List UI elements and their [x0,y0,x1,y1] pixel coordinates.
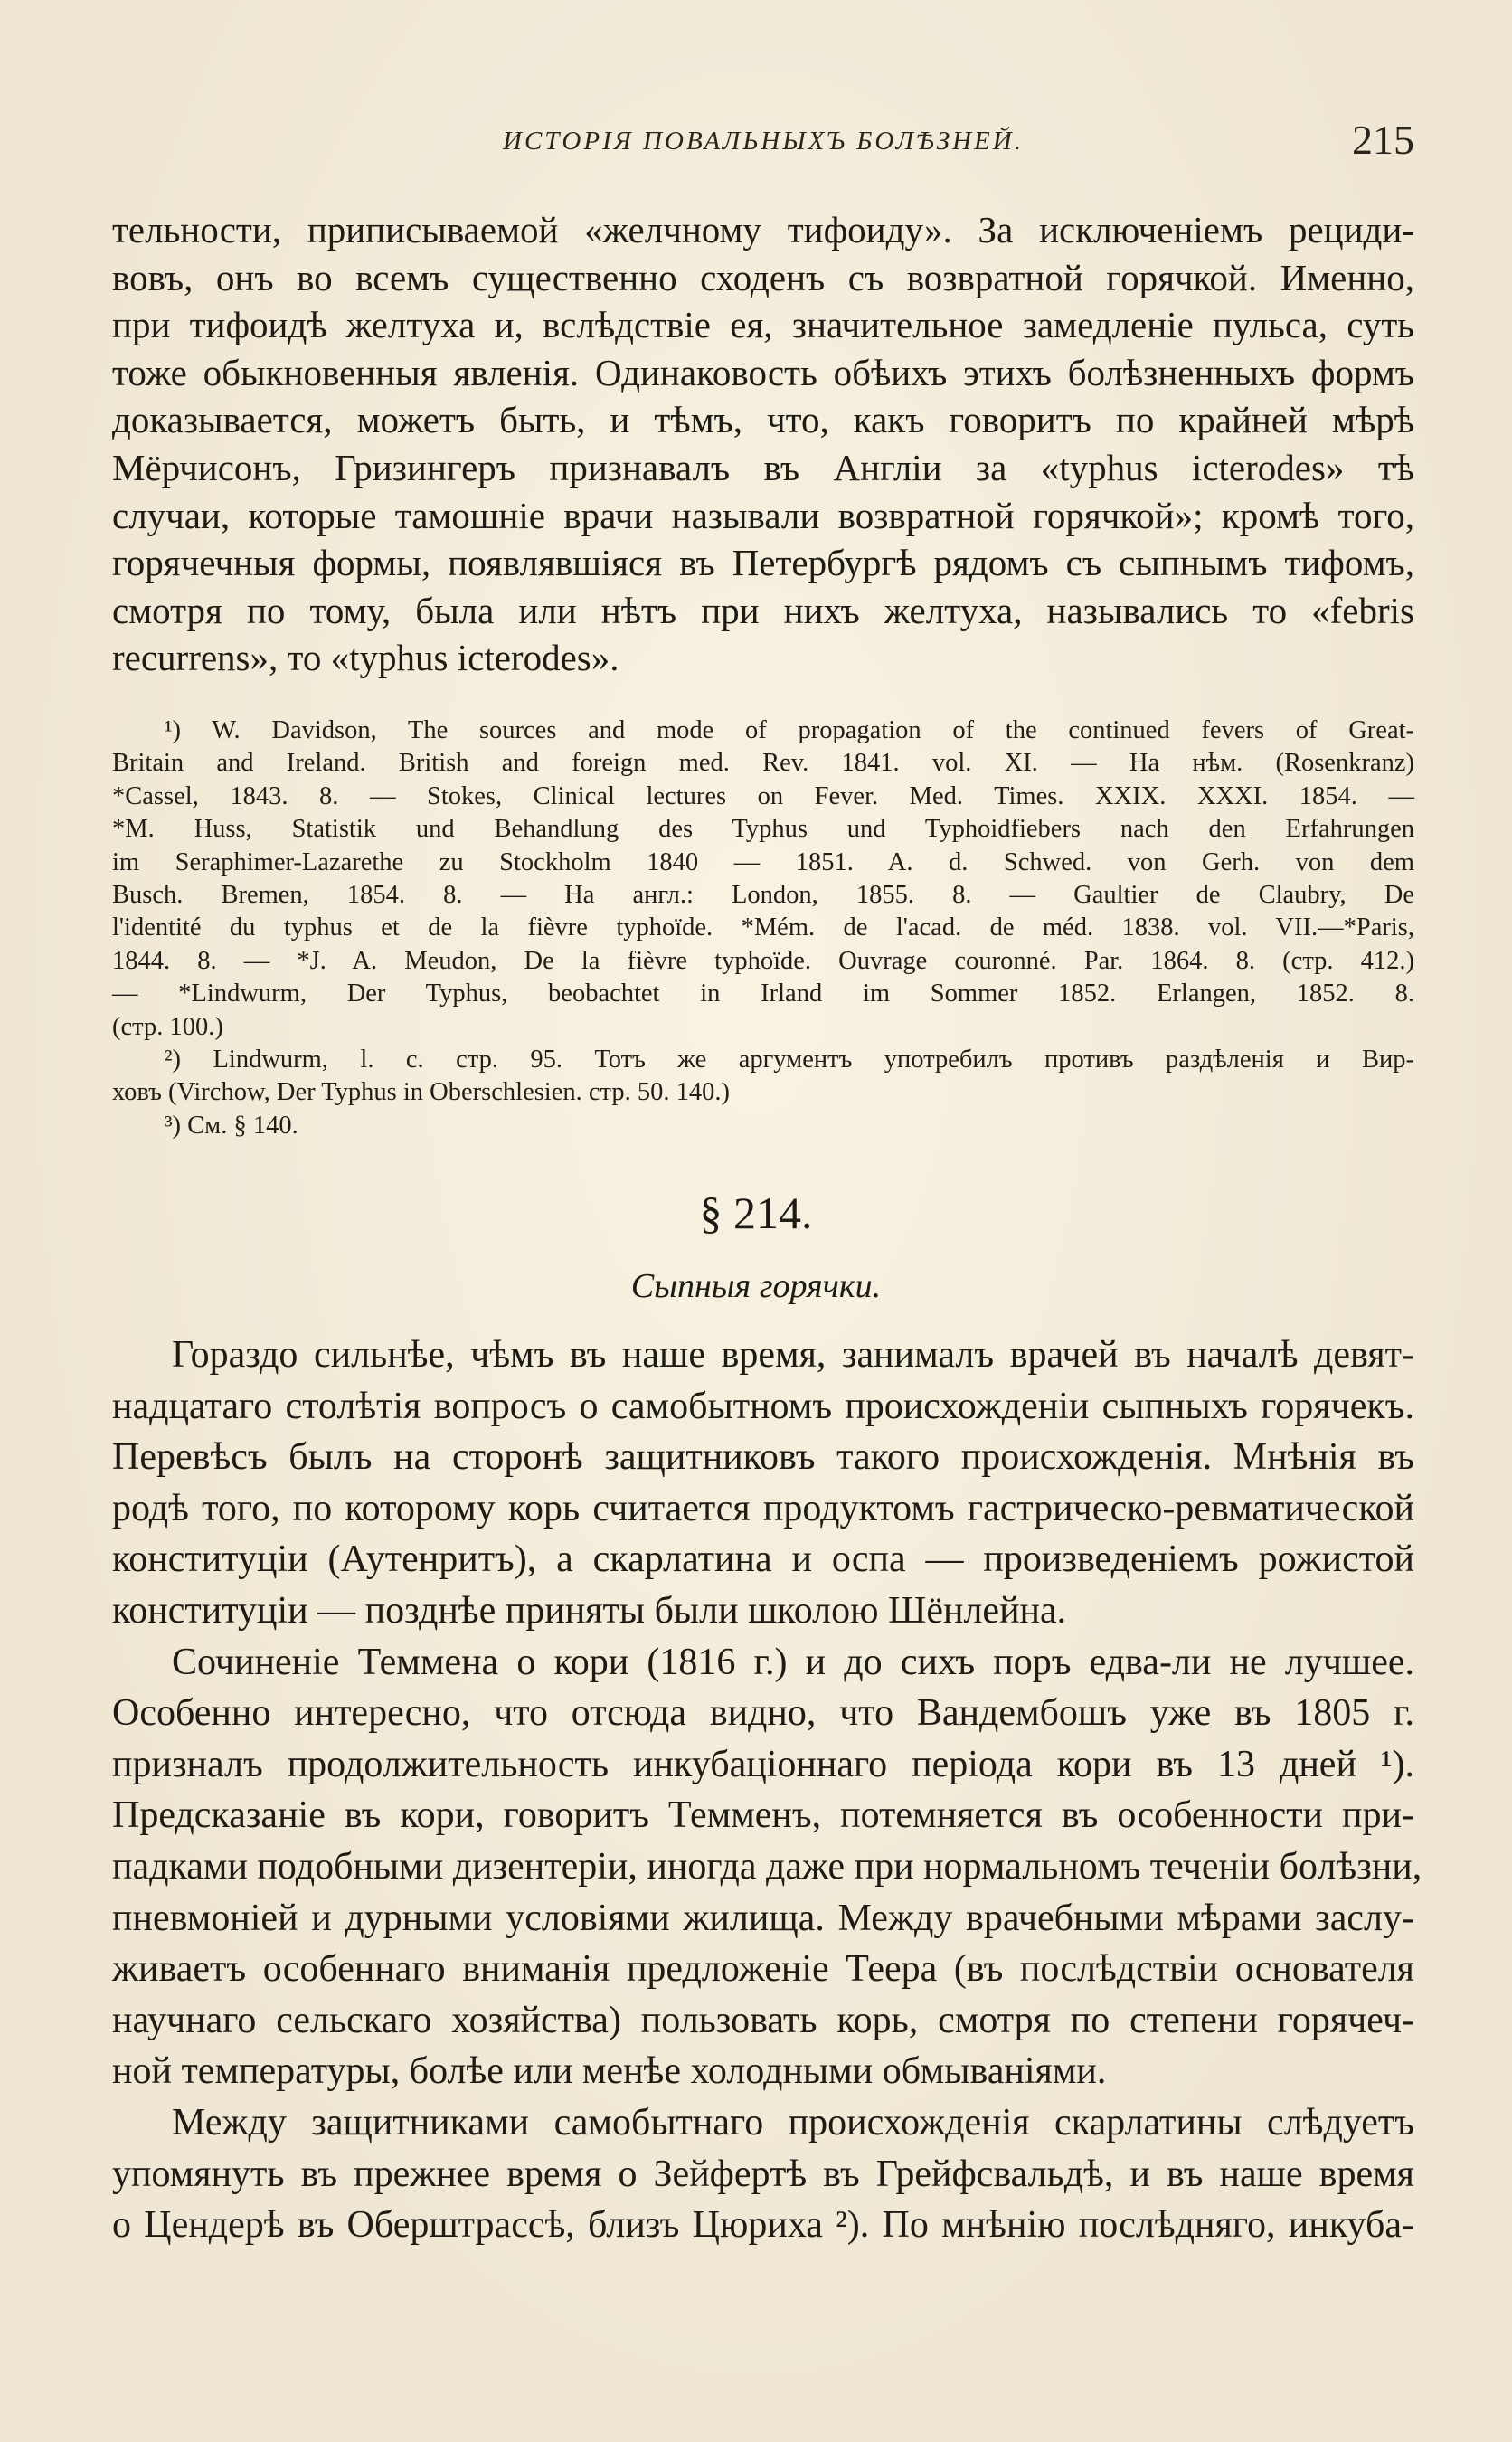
footnote-1-line: l'identité du typhus et de la fièvre typhoïde. *Mém. de l'acad. de méd. 1838. vol. VII.—*Paris, [112,913,1414,942]
text-line: конституціи — позднѣе приняты были школою Шёнлейна. [112,1589,1067,1632]
text-line: падками подобными дизентеріи, иногда даже при нормальномъ теченіи болѣзни, [112,1845,1422,1888]
section-heading: § 214. [699,1188,813,1238]
text-line: вовъ, онъ во всемъ существенно сходенъ съ возвратной горячкой. Именно, [112,256,1414,298]
footnote-1-line: *Cassel, 1843. 8. — Stokes, Clinical lectures on Fever. Med. Times. XXIX. XXXI. 1854. — [112,781,1414,810]
section-subtitle: Сыпныя горячки. [630,1267,882,1305]
text-line: Гораздо сильнѣе, чѣмъ въ наше время, занималъ врачей въ началѣ девят- [172,1334,1414,1376]
text-line: родѣ того, по которому корь считается продуктомъ гастрическо-ревматической [112,1487,1414,1529]
text-line: упомянуть въ прежнее время о Зейфертѣ въ Грейфсвальдѣ, и въ наше время [112,2153,1414,2195]
text-line: Перевѣсъ былъ на сторонѣ защитниковъ такого происхожденія. Мнѣнія въ [112,1436,1414,1479]
footnote-2-line: ховъ (Virchow, Der Typhus in Oberschlesien. стр. 50. 140.) [112,1078,730,1107]
footnote-1-line: (стр. 100.) [112,1012,223,1041]
text-line: Сочиненіе Теммена о кори (1816 г.) и до сихъ поръ едва-ли не лучшее. [172,1641,1414,1683]
text-line: научнаго сельскаго хозяйства) пользовать корь, смотря по степени горячеч- [112,1999,1414,2041]
text-line: живаетъ особеннаго вниманія предложеніе Теера (въ послѣдствіи основателя [112,1948,1414,1991]
text-line: надцатаго столѣтія вопросъ о самобытномъ происхожденіи сыпныхъ горячекъ. [112,1385,1414,1427]
text-line: Предсказаніе въ кори, говоритъ Темменъ, потемняется въ особенности при- [112,1794,1414,1837]
footnote-1-line: Busch. Bremen, 1854. 8. — На англ.: London, 1855. 8. — Gaultier de Claubry, De [112,880,1414,909]
footnote-2-line: ²) Lindwurm, l. c. стр. 95. Тотъ же аргументъ употребилъ противъ раздѣленія и Вир- [165,1045,1414,1074]
text-line: тельности, приписываемой «желчному тифоиду». За исключеніемъ рециди- [112,209,1414,251]
text-line: доказывается, можетъ быть, и тѣмъ, что, какъ говоритъ по крайней мѣрѣ [112,399,1414,441]
text-line: тоже обыкновенныя явленія. Одинаковость обѣихъ этихъ болѣзненныхъ формъ [112,351,1414,393]
page-number: 215 [1352,117,1414,163]
section-paragraphs [112,1330,1422,2251]
footnote-1-line: — *Lindwurm, Der Typhus, beobachtet in Irland im Sommer 1852. Erlangen, 1852. 8. [112,980,1414,1008]
running-head: ИСТОРІЯ ПОВАЛЬНЫХЪ БОЛѢЗНЕЙ. [503,127,1024,156]
text-line: о Цендерѣ въ Оберштрассѣ, близъ Цюриха ²). По мнѣнію послѣдняго, инкуба- [112,2204,1414,2247]
footnote-3: ³) См. § 140. [165,1111,298,1140]
text-line: конституціи (Аутенритъ), а скарлатина и оспа — произведеніемъ рожистой [112,1538,1414,1581]
footnote-1-line: Britain and Ireland. British and foreign med. Rev. 1841. vol. XI. — На нѣм. (Rosenkranz) [112,749,1414,778]
footnote-1-line: 1844. 8. — *J. A. Meudon, De la fièvre typhoïde. Ouvrage couronné. Par. 1864. 8. (стр. 412.) [112,946,1414,975]
text-line: Мёрчисонъ, Гризингеръ признавалъ въ Англіи за «typhus icterodes» тѣ [112,446,1414,488]
text-line: при тифоидѣ желтуха и, вслѣдствіе ея, значительное замедленіе пульса, суть [112,304,1414,346]
text-line: смотря по тому, была или нѣтъ при нихъ желтуха, назывались то «febris [112,589,1414,631]
text-line: случаи, которые тамошніе врачи называли возвратной горячкой»; кромѣ того, [112,494,1414,536]
footnotes [112,715,1414,1142]
footnote-1-line: im Seraphimer-Lazarethe zu Stockholm 1840 — 1851. A. d. Schwed. von Gerh. von dem [112,847,1414,876]
text-line: ной температуры, болѣе или менѣе холодными обмываніями. [112,2050,1107,2093]
footnote-1-line: *M. Huss, Statistik und Behandlung des Typhus und Typhoidfiebers nach den Erfahrungen [112,815,1414,844]
text-line: recurrens», то «typhus icterodes». [112,637,619,679]
page-header [112,116,1414,170]
text-line: Между защитниками самобытнаго происхожденія скарлатины слѣдуетъ [172,2101,1414,2144]
text-line: пневмоніей и дурными условіями жилища. Между врачебными мѣрами заслу- [112,1897,1414,1939]
continued-paragraph [112,206,1414,682]
text-line: горячечныя формы, появлявшіяся въ Петербургѣ рядомъ съ сыпнымъ тифомъ, [112,542,1414,584]
text-line: Особенно интересно, что отсюда видно, что Вандембошъ уже въ 1805 г. [112,1692,1414,1735]
text-line: призналъ продолжительность инкубаціоннаго періода кори въ 13 дней ¹). [112,1743,1414,1785]
footnote-1-line: ¹) W. Davidson, The sources and mode of propagation of the continued fevers of Great- [165,716,1414,744]
